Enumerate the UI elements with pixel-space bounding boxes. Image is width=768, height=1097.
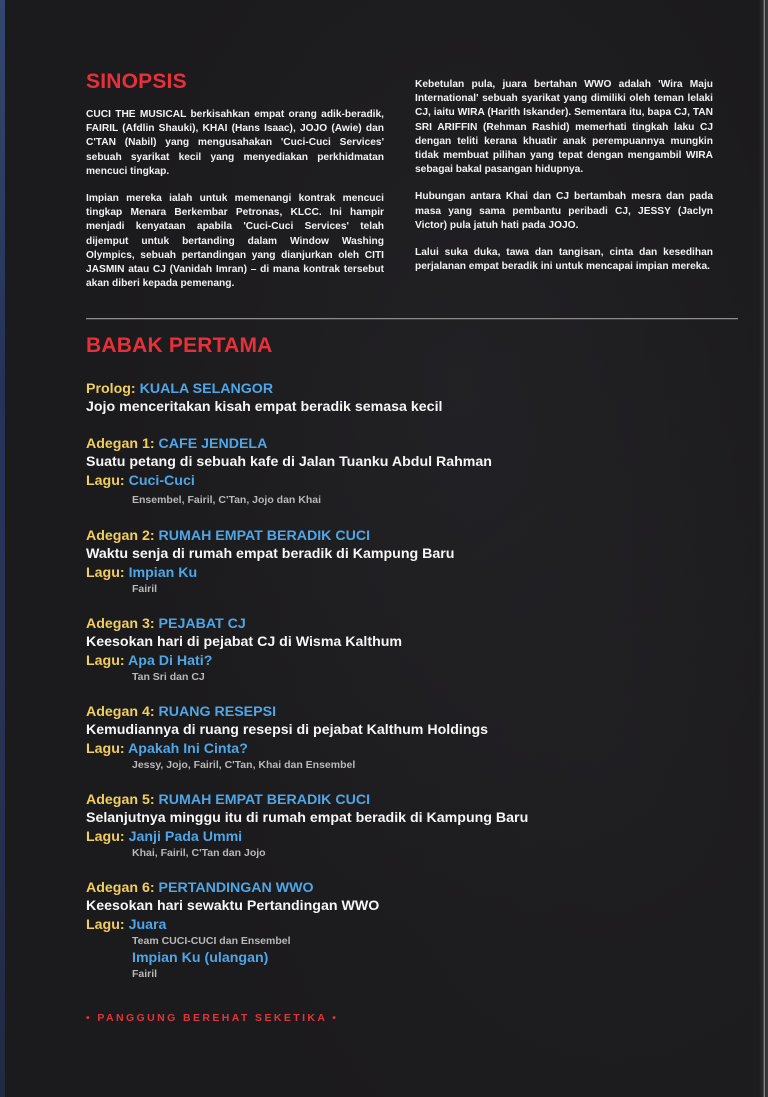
song-label: Lagu: — [86, 829, 125, 845]
scene-4 — [86, 703, 726, 773]
song-cast: Fairil — [132, 968, 158, 980]
synopsis-paragraph: Impian mereka ialah untuk memenangi kontrak mencuci tingkap Menara Berkembar Petronas, KLCC. Ini hampir menjadi kenyataan apabila 'Cuci-Cuci Services' telah dijemput untuk bertanding dalam Window Washing Olympics, sebuah pertandingan yang dianjurkan oleh CITI JASMIN atau CJ (Vanidah Imran) – di mana kontrak tersebut akan diberi kepada pemenang. — [86, 193, 384, 290]
song-label: Lagu: — [86, 741, 125, 757]
prologue-location: KUALA SELANGOR — [139, 381, 274, 397]
song-title: Impian Ku — [128, 565, 198, 581]
scene-location: RUANG RESEPSI — [158, 704, 277, 720]
song-label: Lagu: — [86, 473, 125, 489]
song-row — [86, 472, 726, 490]
scene-label: Adegan 3: — [86, 616, 155, 632]
song-cast: Team CUCI-CUCI dan Ensembel — [132, 935, 291, 947]
song-label: Lagu: — [86, 653, 125, 669]
scene-location: RUMAH EMPAT BERADIK CUCI — [158, 528, 371, 544]
prologue-description: Jojo menceritakan kisah empat beradik semasa kecil — [86, 399, 443, 415]
scene-heading — [86, 879, 726, 897]
scene-location: RUMAH EMPAT BERADIK CUCI — [158, 792, 371, 808]
scene-6 — [86, 879, 726, 982]
scene-label: Adegan 5: — [86, 792, 155, 808]
song-cast: Fairil — [132, 583, 158, 595]
song-label: Lagu: — [86, 917, 125, 933]
song-row — [86, 740, 726, 758]
synopsis-title: SINOPSIS — [86, 70, 187, 93]
song-cast: Khai, Fairil, C'Tan dan Jojo — [132, 847, 266, 859]
scene-1 — [86, 435, 726, 508]
song-cast: Ensembel, Fairil, C'Tan, Jojo dan Khai — [132, 494, 322, 506]
act-title: BABAK PERTAMA — [86, 334, 273, 357]
synopsis-paragraph: Kebetulan pula, juara bertahan WWO adalah 'Wira Maju International' sebuah syarikat yang dimiliki oleh teman lelaki CJ, iaitu WIRA (Harith Iskander). Sementara itu, bapa CJ, TAN SRI ARIFFIN (Rehman Rashid) memerhati tingkah laku CJ dengan teliti kerana khuatir anak perempuannya mungkin tidak membuat pilihan yang tepat dengan mengambil WIRA sebagai bakal pasangan hidupnya. — [415, 79, 713, 176]
synopsis-paragraph: Hubungan antara Khai dan CJ bertambah mesra dan pada masa yang sama pembantu peribadi CJ, JESSY (Jaclyn Victor) pula jatuh hati pada JOJO. — [415, 191, 713, 231]
song-title: Apakah Ini Cinta? — [128, 741, 248, 757]
synopsis-left-column — [86, 108, 384, 304]
section-divider — [86, 318, 738, 319]
scene-location: PERTANDINGAN WWO — [158, 880, 314, 896]
scene-description: Keesokan hari di pejabat CJ di Wisma Kalthum — [86, 634, 403, 650]
song-cast: Jessy, Jojo, Fairil, C'Tan, Khai dan Ensembel — [132, 759, 356, 771]
song-title: Juara — [128, 917, 167, 933]
scene-description: Waktu senja di rumah empat beradik di Kampung Baru — [86, 546, 455, 562]
scene-heading — [86, 703, 726, 721]
intermission-note: • PANGGUNG BEREHAT SEKETIKA • — [86, 1012, 339, 1024]
scene-location: PEJABAT CJ — [158, 616, 246, 632]
song-row — [86, 652, 726, 670]
synopsis-paragraph: CUCI THE MUSICAL berkisahkan empat orang adik-beradik, FAIRIL (Afdlin Shauki), KHAI (Hans Isaac), JOJO (Awie) dan C'TAN (Nabil) yang mengusahakan 'Cuci-Cuci Services' sebuah syarikat kecil yang menyediakan perkhidmatan mencuci tingkap. — [86, 109, 384, 177]
song-title: Cuci-Cuci — [128, 473, 195, 489]
scene-location: CAFE JENDELA — [158, 436, 268, 452]
scene-heading — [86, 435, 726, 453]
scene-description: Kemudiannya di ruang resepsi di pejabat Kalthum Holdings — [86, 722, 489, 738]
page-left-edge — [0, 0, 5, 1097]
synopsis-right-column — [415, 78, 713, 287]
song-row — [86, 564, 726, 582]
scene-2 — [86, 527, 726, 597]
page-right-edge — [758, 0, 768, 1097]
scene-label: Adegan 4: — [86, 704, 155, 720]
scene-heading — [86, 380, 726, 398]
synopsis-paragraph: Lalui suka duka, tawa dan tangisan, cinta dan kesedihan perjalanan empat beradik ini untuk mencapai impian mereka. — [415, 247, 713, 273]
scene-description: Selanjutnya minggu itu di rumah empat beradik di Kampung Baru — [86, 810, 529, 826]
song-title: Janji Pada Ummi — [128, 829, 243, 845]
scene-5 — [86, 791, 726, 861]
scene-label: Adegan 1: — [86, 436, 155, 452]
song-title: Impian Ku (ulangan) — [132, 950, 269, 966]
scene-heading — [86, 791, 726, 809]
act-one-section — [86, 334, 726, 982]
synopsis-section — [86, 70, 738, 290]
song-label: Lagu: — [86, 565, 125, 581]
prologue — [86, 380, 726, 417]
prologue-label: Prolog: — [86, 381, 136, 397]
scene-label: Adegan 6: — [86, 880, 155, 896]
scene-description: Suatu petang di sebuah kafe di Jalan Tuanku Abdul Rahman — [86, 454, 492, 470]
scene-description: Keesokan hari sewaktu Pertandingan WWO — [86, 898, 380, 914]
scene-heading — [86, 615, 726, 633]
song-cast: Tan Sri dan CJ — [132, 671, 205, 683]
song-row — [86, 916, 726, 934]
scene-heading — [86, 527, 726, 545]
song-title: Apa Di Hati? — [128, 653, 213, 669]
song-row — [86, 828, 726, 846]
scene-3 — [86, 615, 726, 685]
scene-label: Adegan 2: — [86, 528, 155, 544]
